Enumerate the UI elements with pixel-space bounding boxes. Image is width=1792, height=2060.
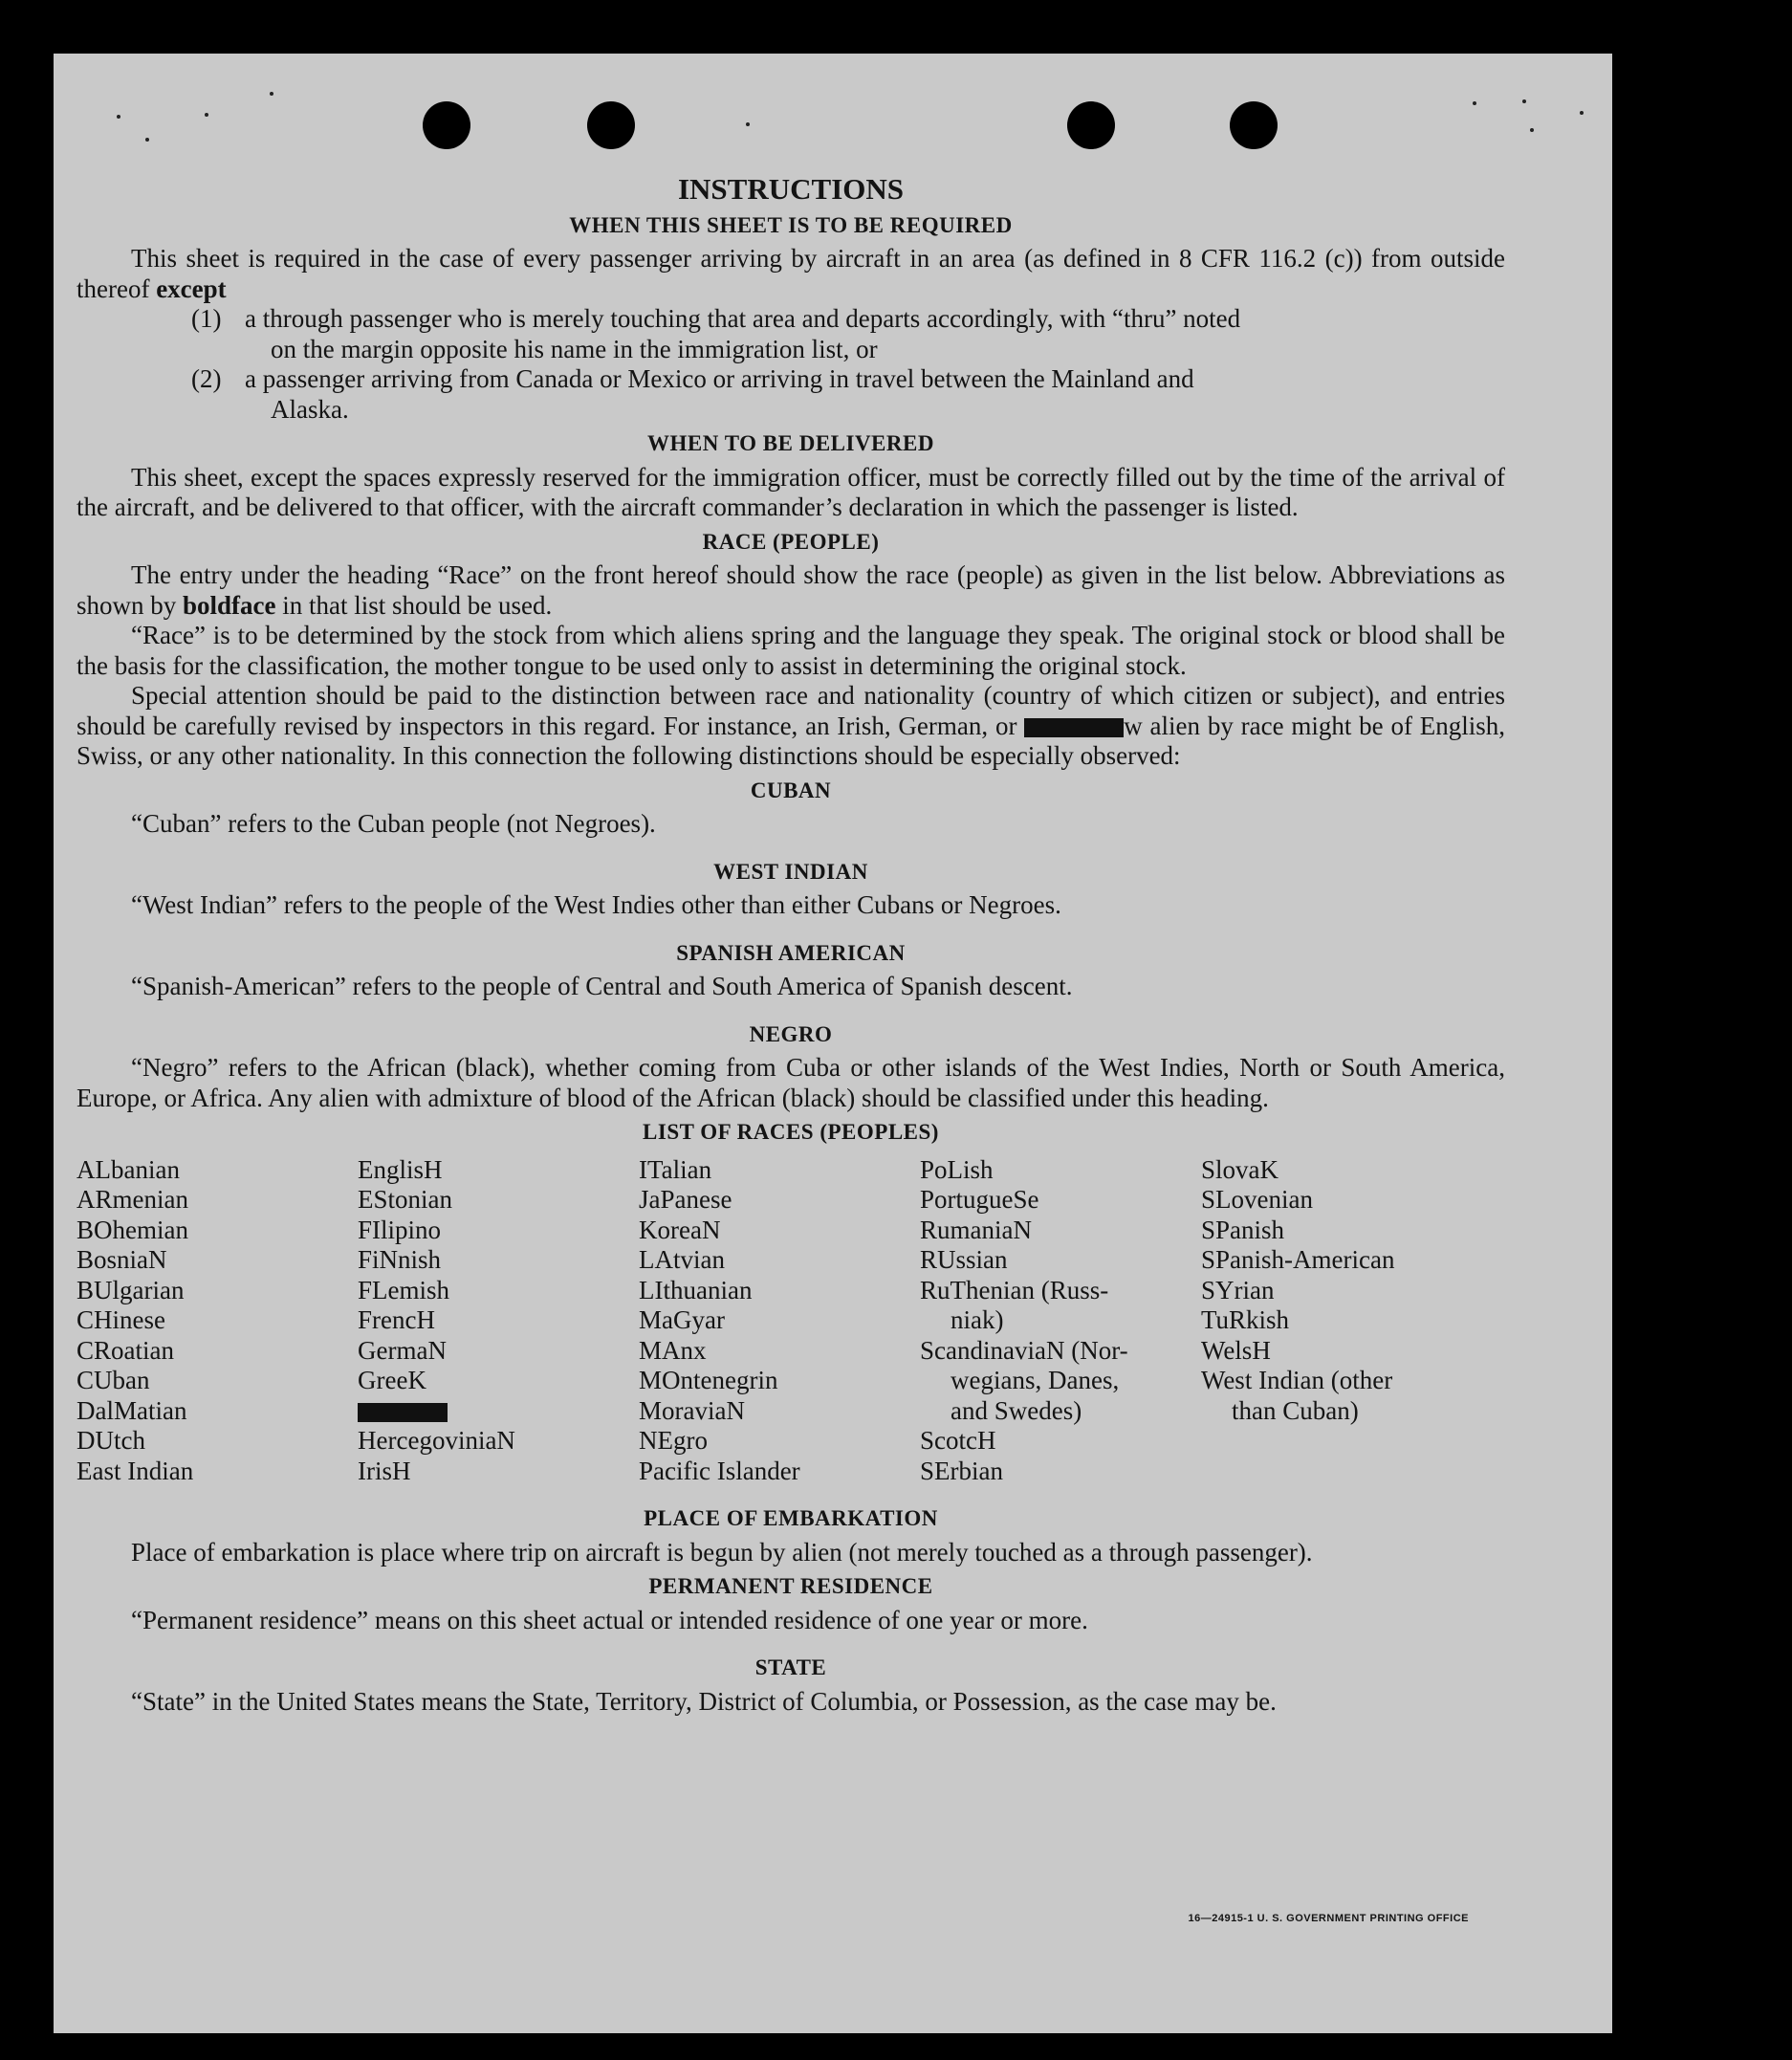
race-entry: PoLish: [920, 1154, 994, 1184]
race-entry: West Indian (other: [1201, 1366, 1393, 1394]
race-entry: JaPanese: [639, 1185, 732, 1214]
heading-state: STATE: [754, 1655, 827, 1679]
document-sheet: [54, 54, 1612, 2033]
race-entry: SPanish-American: [1201, 1245, 1395, 1274]
race-entry: FrencH: [358, 1305, 435, 1334]
race-paragraph-1: The entry under the heading “Race” on the front hereof should show the race (people) as given in the list below. Abbreviations as shown by boldface in that list should be used.: [76, 560, 1505, 620]
race-entry: RumaniaN: [920, 1215, 1032, 1244]
race-column: [920, 1155, 1201, 1487]
speck: [205, 113, 208, 117]
heading-negro: NEGRO: [749, 1021, 833, 1046]
heading-cuban: CUBAN: [750, 778, 832, 802]
race-entry: ITalian: [639, 1154, 712, 1184]
race-entry-continued: than Cuban): [1232, 1395, 1359, 1425]
race-entry: GreeK: [358, 1366, 426, 1394]
race-column: [639, 1155, 920, 1487]
race-entry: ScandinaviaN (Nor-: [920, 1335, 1128, 1365]
race-entry-continued: wegians, Danes,: [951, 1366, 1120, 1394]
race-entry: MaGyar: [639, 1305, 725, 1334]
page-title: INSTRUCTIONS: [677, 172, 904, 206]
race-entry: NEgro: [639, 1426, 708, 1455]
exception-list: [191, 304, 1505, 425]
race-paragraph-3: Special attention should be paid to the distinction between race and nationality (country of which citizen or subject), and entries should be carefully revised by inspectors in this regard. For instance, an Irish, German, or w alien by race might be of English, Swiss, or any other nationality. In this connection the following distinctions should be especially observed:: [76, 681, 1505, 770]
race-column: [358, 1155, 639, 1487]
race-entry: CUban: [76, 1366, 150, 1394]
race-entry: FLemish: [358, 1275, 450, 1304]
race-list: [76, 1155, 1505, 1487]
punch-hole: [1230, 101, 1278, 149]
heading-when-required: WHEN THIS SHEET IS TO BE REQUIRED: [569, 212, 1013, 237]
race-entry-continued: niak): [951, 1305, 1004, 1334]
race-entry: SErbian: [920, 1456, 1003, 1485]
punch-hole: [587, 101, 635, 149]
race-entry: BosniaN: [76, 1245, 167, 1274]
speck: [1473, 101, 1476, 105]
race-entry-continued: and Swedes): [951, 1395, 1082, 1425]
race-entry: FiNnish: [358, 1245, 442, 1274]
race-entry: EStonian: [358, 1185, 452, 1214]
race-entry: MAnx: [639, 1335, 707, 1365]
west-indian-text: “West Indian” refers to the people of the West Indies other than either Cubans or Negroes.: [131, 890, 1061, 919]
instructions-content: [76, 174, 1505, 1717]
race-entry: BUlgarian: [76, 1275, 185, 1304]
race-entry: ALbanian: [76, 1154, 180, 1184]
race-entry: RUssian: [920, 1245, 1008, 1274]
race-entry: RuThenian (Russ-: [920, 1275, 1109, 1304]
list-item: (2) a passenger arriving from Canada or Mexico or arriving in travel between the Mainland and Alaska.: [191, 364, 1194, 424]
race-entry: Pacific Islander: [639, 1456, 800, 1485]
race-entry: BOhemian: [76, 1215, 188, 1244]
speck: [270, 92, 273, 96]
race-entry: FIlipino: [358, 1215, 442, 1244]
printing-office-code: 16—24915-1 U. S. GOVERNMENT PRINTING OFFICE: [1188, 1913, 1469, 1924]
state-text: “State” in the United States means the State, Territory, District of Columbia, or Possession, as the case may be.: [131, 1686, 1277, 1716]
heading-race: RACE (PEOPLE): [702, 529, 880, 554]
speck: [145, 138, 149, 142]
residence-text: “Permanent residence” means on this sheet actual or intended residence of one year or more.: [131, 1605, 1088, 1634]
race-column: [1201, 1155, 1482, 1487]
race-entry: CHinese: [76, 1305, 165, 1334]
race-entry: DalMatian: [76, 1395, 187, 1425]
punch-hole: [423, 101, 470, 149]
race-entry: KoreaN: [639, 1215, 721, 1244]
when-required-intro: This sheet is required in the case of every passenger arriving by aircraft in an area (as defined in 8 CFR 116.2 (c)) from outside thereof except: [76, 244, 1505, 303]
heading-spanish-american: SPANISH AMERICAN: [676, 940, 906, 965]
heading-embarkation: PLACE OF EMBARKATION: [644, 1506, 938, 1530]
race-entry: MoraviaN: [639, 1395, 745, 1425]
speck: [1530, 128, 1534, 132]
race-entry: WelsH: [1201, 1335, 1271, 1365]
race-entry: TuRkish: [1201, 1305, 1290, 1334]
speck: [1580, 111, 1584, 115]
race-entry: LAtvian: [639, 1245, 725, 1274]
heading-west-indian: WEST INDIAN: [713, 859, 868, 884]
race-entry-redacted: [358, 1396, 639, 1427]
heading-when-delivered: WHEN TO BE DELIVERED: [647, 431, 934, 455]
speck: [746, 122, 750, 126]
race-entry: DUtch: [76, 1426, 145, 1455]
race-entry: SLovenian: [1201, 1185, 1313, 1214]
heading-list-of-races: LIST OF RACES (PEOPLES): [643, 1120, 939, 1144]
race-entry: SlovaK: [1201, 1154, 1278, 1184]
punch-hole: [1067, 101, 1115, 149]
embarkation-text: Place of embarkation is place where trip on aircraft is begun by alien (not merely touched as a through passenger).: [131, 1537, 1313, 1567]
race-entry: PortugueSe: [920, 1185, 1039, 1214]
redaction-mark: [1024, 718, 1124, 737]
list-item: (1) a through passenger who is merely touching that area and departs accordingly, with “thru” noted on the margin opposite his name in the immigration list, or: [191, 304, 1241, 363]
race-entry: CRoatian: [76, 1335, 174, 1365]
race-entry: East Indian: [76, 1456, 194, 1485]
heading-residence: PERMANENT RESIDENCE: [648, 1574, 933, 1598]
race-entry: GermaN: [358, 1335, 447, 1365]
negro-text: “Negro” refers to the African (black), whether coming from Cuba or other islands of the West Indies, North or South America, Europe, or Africa. Any alien with admixture of blood of the African (black) should be classified under this heading.: [76, 1053, 1505, 1112]
cuban-text: “Cuban” refers to the Cuban people (not Negroes).: [131, 809, 656, 838]
race-paragraph-2: “Race” is to be determined by the stock from which aliens spring and the language they speak. The original stock or blood shall be the basis for the classification, the mother tongue to be used only to assist in determining the original stock.: [76, 621, 1505, 680]
spanish-american-text: “Spanish-American” refers to the people of Central and South America of Spanish descent.: [131, 972, 1073, 1000]
race-entry: ScotcH: [920, 1426, 996, 1455]
redaction-mark: [358, 1403, 448, 1422]
race-column: [76, 1155, 358, 1487]
speck: [1522, 99, 1526, 103]
race-entry: MOntenegrin: [639, 1366, 778, 1394]
race-entry: SYrian: [1201, 1275, 1275, 1304]
speck: [117, 115, 120, 119]
race-entry: LIthuanian: [639, 1275, 753, 1304]
race-entry: HercegoviniaN: [358, 1426, 515, 1455]
race-entry: ARmenian: [76, 1185, 188, 1214]
race-entry: SPanish: [1201, 1215, 1285, 1244]
race-entry: IrisH: [358, 1456, 411, 1485]
race-entry: EnglisH: [358, 1154, 443, 1184]
when-delivered-text: This sheet, except the spaces expressly reserved for the immigration officer, must be correctly filled out by the time of the arrival of the aircraft, and be delivered to that officer, with the aircraft commander’s declaration in which the passenger is listed.: [76, 462, 1505, 521]
